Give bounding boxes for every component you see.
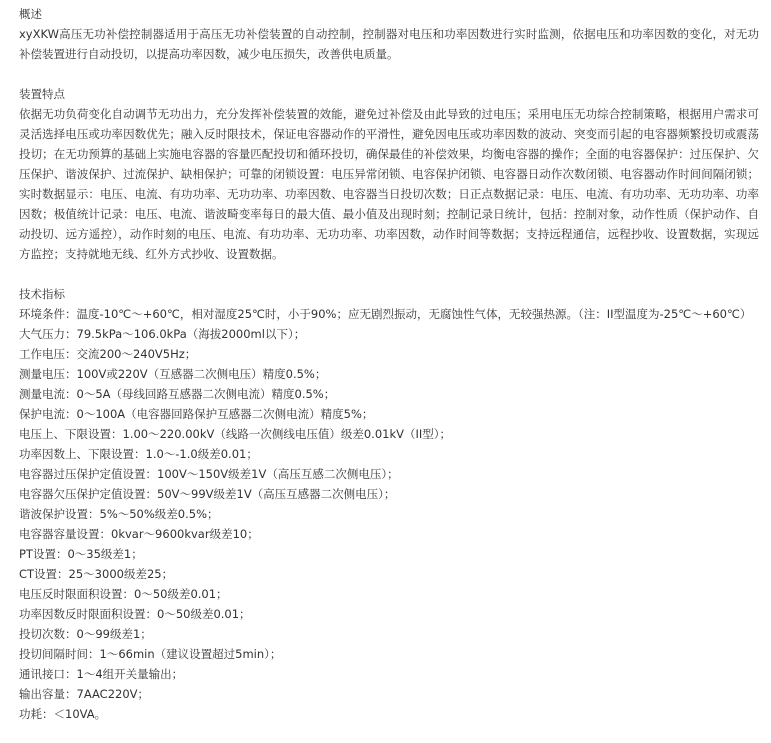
spec-item: 通讯接口：1～4组开关量输出； xyxy=(19,667,184,681)
specs-heading: 技术指标 xyxy=(19,287,65,301)
spec-item: 电压上、下限设置：1.00～220.00kV（线路一次侧线电压值）级差0.01kV（II型）； xyxy=(19,427,452,441)
features-paragraph: 依据无功负荷变化自动调节无功出力，充分发挥补偿装置的效能，避免过补偿及由此导致的过电压；采用电压无功综合控制策略，根据用户需求可灵活选择电压或功率因数优先；融入反时限技术，保证电容器动作的平滑性，避免因电压或功率因数的波动、突变而引起的电容器频繁投切或震荡投切；在无功预算的基础上实施电容器的容量匹配投切和循环投切，确保最佳的补偿效果，均衡电容器的操作；全面的电容器保护：过压保护、欠压保护、谐波保护、过流保护、缺相保护；可靠的闭锁设置：电压异常闭锁、电容保护闭锁、电容器日动作次数闭锁、电容器动作时间间隔闭锁；实时数据显示：电压、电流、有功功率、无功功率、功率因数、电容器当日投切次数；日正点数据记录：电压、电流、有功功率、无功功率、功率因数；极值统计记录：电压、电流、谐波畸变率每日的最大值、最小值及出现时刻；控制记录日统计，包括：控制对象，动作性质（保护动作、自动投切、远方遥控），动作时刻的电压、电流、有功功率、无功功率、功率因数，动作时间等数据；支持远程通信，远程抄收、设置数据，实现远方监控；支持就地无线、红外方式抄收、设置数据。 xyxy=(19,107,759,261)
spec-item: 投切次数：0～99级差1； xyxy=(19,627,152,641)
spec-item: 功率因数上、下限设置：1.0～-1.0级差0.01； xyxy=(19,447,258,461)
spec-item: 电容器过压保护定值设置：100V～150V级差1V（高压互感二次侧电压）； xyxy=(19,467,399,481)
spec-item: 测量电压：100V或220V（互感器二次侧电压）精度0.5%； xyxy=(19,367,327,381)
spec-item: 电容器容量设置：0kvar～9600kvar级差10； xyxy=(19,527,259,541)
section-spacer xyxy=(19,264,759,284)
spec-item: 保护电流：0～100A（电容器回路保护互感器二次侧电流）精度5%； xyxy=(19,407,374,421)
document-body xyxy=(19,4,759,724)
spec-item: 谐波保护设置：5%～50%级差0.5%； xyxy=(19,507,219,521)
spec-item: 投切间隔时间：1～66min（建议设置超过5min）； xyxy=(19,647,282,661)
spec-item: 电容器欠压保护定值设置：50V～99V级差1V（高压互感器二次侧电压）； xyxy=(19,487,396,501)
spec-item: CT设置：25～3000级差25； xyxy=(19,567,174,581)
spec-item: 大气压力：79.5kPa～106.0kPa（海拔2000ml以下）； xyxy=(19,327,306,341)
spec-item: 功耗：＜10VA。 xyxy=(19,707,107,721)
spec-item: 环境条件：温度-10℃～+60℃，相对湿度25℃时，小于90%；应无剧烈振动，无腐蚀性气体，无较强热源。（注：II型温度为-25℃～+60℃） xyxy=(19,307,752,321)
specs-list xyxy=(19,304,759,724)
spec-item: 工作电压：交流200～240V5Hz； xyxy=(19,347,197,361)
spec-item: 功率因数反时限面积设置：0～50级差0.01； xyxy=(19,607,251,621)
spec-item: PT设置：0～35级差1； xyxy=(19,547,143,561)
overview-heading: 概述 xyxy=(19,7,42,21)
spec-item: 电压反时限面积设置：0～50级差0.01； xyxy=(19,587,228,601)
section-spacer xyxy=(19,64,759,84)
features-heading: 装置特点 xyxy=(19,87,65,101)
spec-item: 测量电流：0～5A（母线回路互感器二次侧电流）精度0.5%； xyxy=(19,387,336,401)
spec-item: 输出容量：7AAC220V； xyxy=(19,687,150,701)
overview-paragraph: xyXKW高压无功补偿控制器适用于高压无功补偿装置的自动控制，控制器对电压和功率因数进行实时监测，依据电压和功率因数的变化，对无功补偿装置进行自动投切，以提高功率因数，减少电压损失，改善供电质量。 xyxy=(19,27,759,61)
